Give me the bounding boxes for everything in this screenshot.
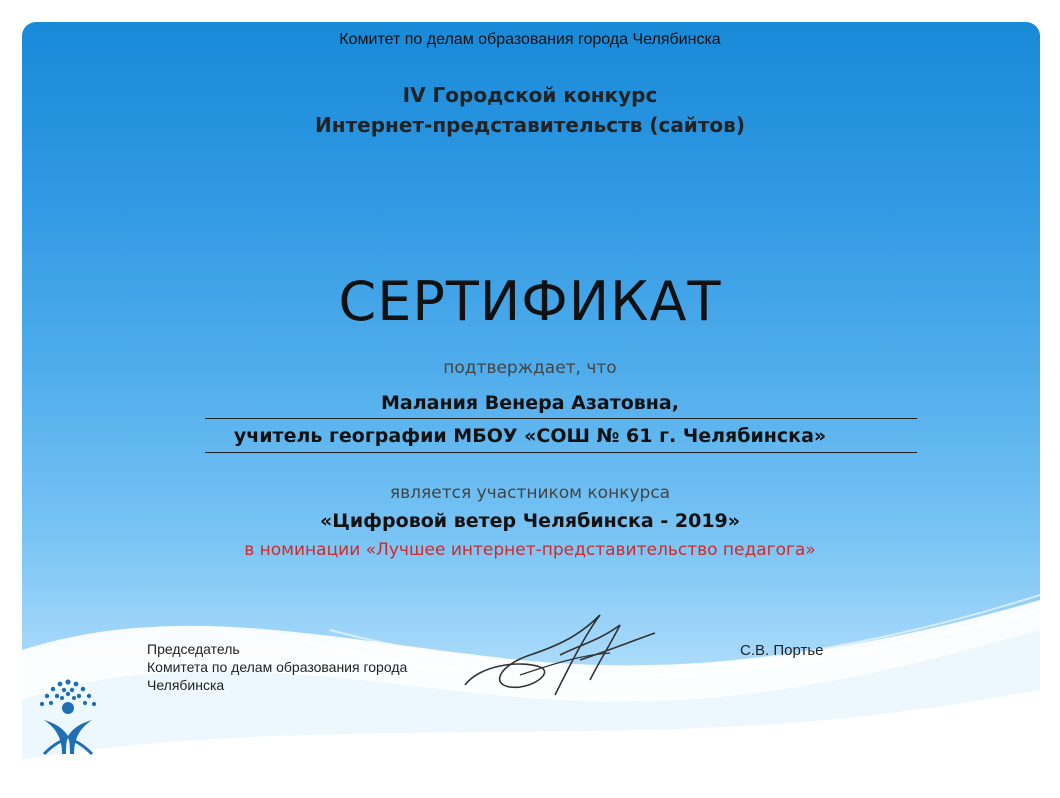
contest-title-line1: IV Городской конкурс: [402, 83, 658, 107]
education-committee-logo: [34, 668, 102, 756]
confirms-text: подтверждает, что: [443, 358, 617, 378]
position-underline: [205, 452, 917, 453]
contest-title-line2: Интернет-представительств (сайтов): [315, 113, 745, 137]
name-underline: [205, 418, 917, 419]
handwritten-signature: [460, 605, 670, 705]
committee-name: Комитет по делам образования города Челябинска: [339, 31, 721, 48]
signer-role: [147, 640, 407, 694]
recipient-position: учитель географии МБОУ «СОШ № 61 г. Челябинска»: [233, 425, 827, 447]
recipient-name: Малания Венера Азатовна,: [381, 392, 679, 414]
contest-title: [0, 80, 1060, 140]
signer-role-line1: Председатель: [147, 641, 240, 657]
signer-role-line3: Челябинска: [147, 677, 225, 693]
nomination-text: в номинации «Лучшее интернет-представительство педагога»: [244, 540, 816, 560]
event-name: «Цифровой ветер Челябинска - 2019»: [319, 510, 741, 532]
signer-role-line2: Комитета по делам образования города: [147, 659, 408, 675]
certificate-title: СЕРТИФИКАТ: [338, 270, 722, 333]
signer-name: С.В. Портье: [740, 642, 824, 659]
participant-text: является участником конкурса: [389, 483, 671, 503]
